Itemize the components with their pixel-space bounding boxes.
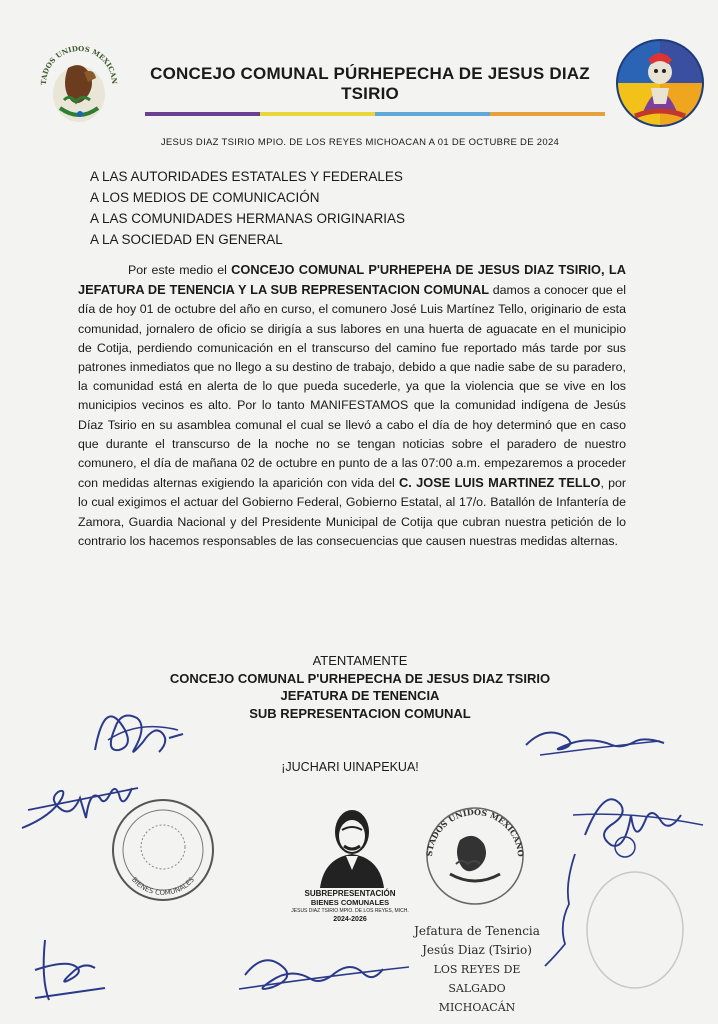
page-title: CONCEJO COMUNAL PÚRHEPECHA DE JESUS DIAZ TSIRIO	[150, 64, 590, 103]
signature-right	[565, 785, 715, 875]
stamp-line: BIENES COMUNALES	[310, 897, 390, 907]
signature-top-right	[520, 715, 670, 765]
sub-representation-stamp	[282, 890, 418, 924]
mexican-coat-of-arms-icon	[34, 21, 120, 132]
tenencia-line: Jefatura de Tenencia	[414, 924, 540, 938]
tenencia-line: MICHOACÁN	[438, 1001, 516, 1014]
body-org-name: CONCEJO COMUNAL P'URHEPEHA DE JESUS DIAZ TSIRIO, LA JEFATURA DE TENENCIA Y LA SUB REPRESENTACION COMUNAL	[78, 262, 626, 298]
stamp-line: JESUS DIAZ TSIRIO MPIO. DE LOS REYES, MICH.	[291, 908, 409, 914]
stamp-line: 2024-2026	[333, 915, 367, 923]
signature-top-left	[90, 690, 200, 770]
tenencia-seal-icon	[416, 792, 530, 910]
stamp-line: SUBREPRESENTACIÓN	[304, 889, 396, 898]
tenencia-line: LOS REYES DE SALGADO	[433, 963, 521, 995]
portrait-stamp-icon	[312, 800, 392, 890]
closing-line-2: JEFATURA DE TENENCIA	[280, 688, 440, 703]
round-seal-left-text: BIENES COMUNALES	[130, 875, 196, 898]
statement-body	[78, 260, 626, 551]
signature-bottom-left	[25, 930, 115, 1010]
color-bar-yellow	[260, 112, 375, 116]
addressee-item: A LOS MEDIOS DE COMUNICACIÓN	[90, 190, 320, 205]
color-bar-purple	[145, 112, 260, 116]
faint-seal-right	[580, 865, 690, 995]
closing-line-3: SUB REPRESENTACION COMUNAL	[249, 705, 471, 721]
body-missing-person-name: C. JOSE LUIS MARTINEZ TELLO	[399, 475, 601, 491]
body-part-2: , por lo cual exigimos el actuar del Gobierno Federal, Gobierno Estatal, al 17/o. Batallón de Infantería de Zamora, Guardia Nacional y del Presidente Municipal de Cotija que cubran nuestra petición de lo contrario los hacemos responsables de las consecuencias que causen nuestras medidas alternas.	[78, 476, 627, 548]
closing-line-1: CONCEJO COMUNAL P'URHEPECHA DE JESUS DIAZ TSIRIO	[169, 670, 551, 686]
seal-left-text: ESTADOS UNIDOS MEXICANOS	[34, 21, 120, 86]
closing-regards: ATENTAMENTE	[312, 653, 408, 668]
signature-right-vertical	[535, 850, 585, 970]
color-bar-blue	[375, 112, 490, 116]
motto: ¡JUCHARI UINAPEKUA!	[281, 760, 419, 774]
tenencia-stamp-text	[412, 922, 542, 1017]
addressee-item: A LAS COMUNIDADES HERMANAS ORIGINARIAS	[90, 211, 406, 226]
addressee-list	[90, 166, 405, 250]
addressee-item: A LAS AUTORIDADES ESTATALES Y FEDERALES	[90, 169, 403, 184]
community-emblem-icon	[615, 38, 705, 128]
place-date-line: JESUS DIAZ TSIRIO MPIO. DE LOS REYES MICHOACAN A 01 DE OCTUBRE DE 2024	[160, 137, 560, 148]
tenencia-line: Jesús Diaz (Tsirio)	[422, 943, 532, 957]
tenencia-seal-text: ESTADOS UNIDOS MEXICANOS	[416, 792, 527, 858]
signature-bottom-center	[235, 945, 415, 1005]
color-bar-orange	[490, 112, 605, 116]
body-part-1: damos a conocer que el día de hoy 01 de octubre del año en curso, el comunero José Luis Martínez Tello, originario de esta comunidad, jornalero de oficio se dirigía a sus labores en una huerta de aguacate en el municipio de Cotija, perdiendo comunicación en el transcurso del camino fue reportado más tarde por sus patrones inmediatos que no llego a su destino de trabajo, debido a que nadie sabe de su paradero, la comunidad está en alerta de lo que pueda sucederle, ya que la violencia que se vive en los municipios vecinos es alto. Por lo tanto MANIFESTAMOS que la comunidad indígena de Jesús Díaz Tsirio en su asamblea comunal el cual se llevó a cabo el día de hoy determinó que en caso que durante el transcurso de la noche no se tengan noticias sobre el paradero de nuestro comunero, el día de mañana 02 de octubre en punto de a las 07:00 a.m. empezaremos a proceder con medidas alternas exigiendo la aparición con vida del	[78, 283, 626, 491]
body-intro: Por este medio el	[128, 263, 232, 277]
round-seal-left	[108, 795, 218, 905]
addressee-item: A LA SOCIEDAD EN GENERAL	[90, 232, 283, 247]
